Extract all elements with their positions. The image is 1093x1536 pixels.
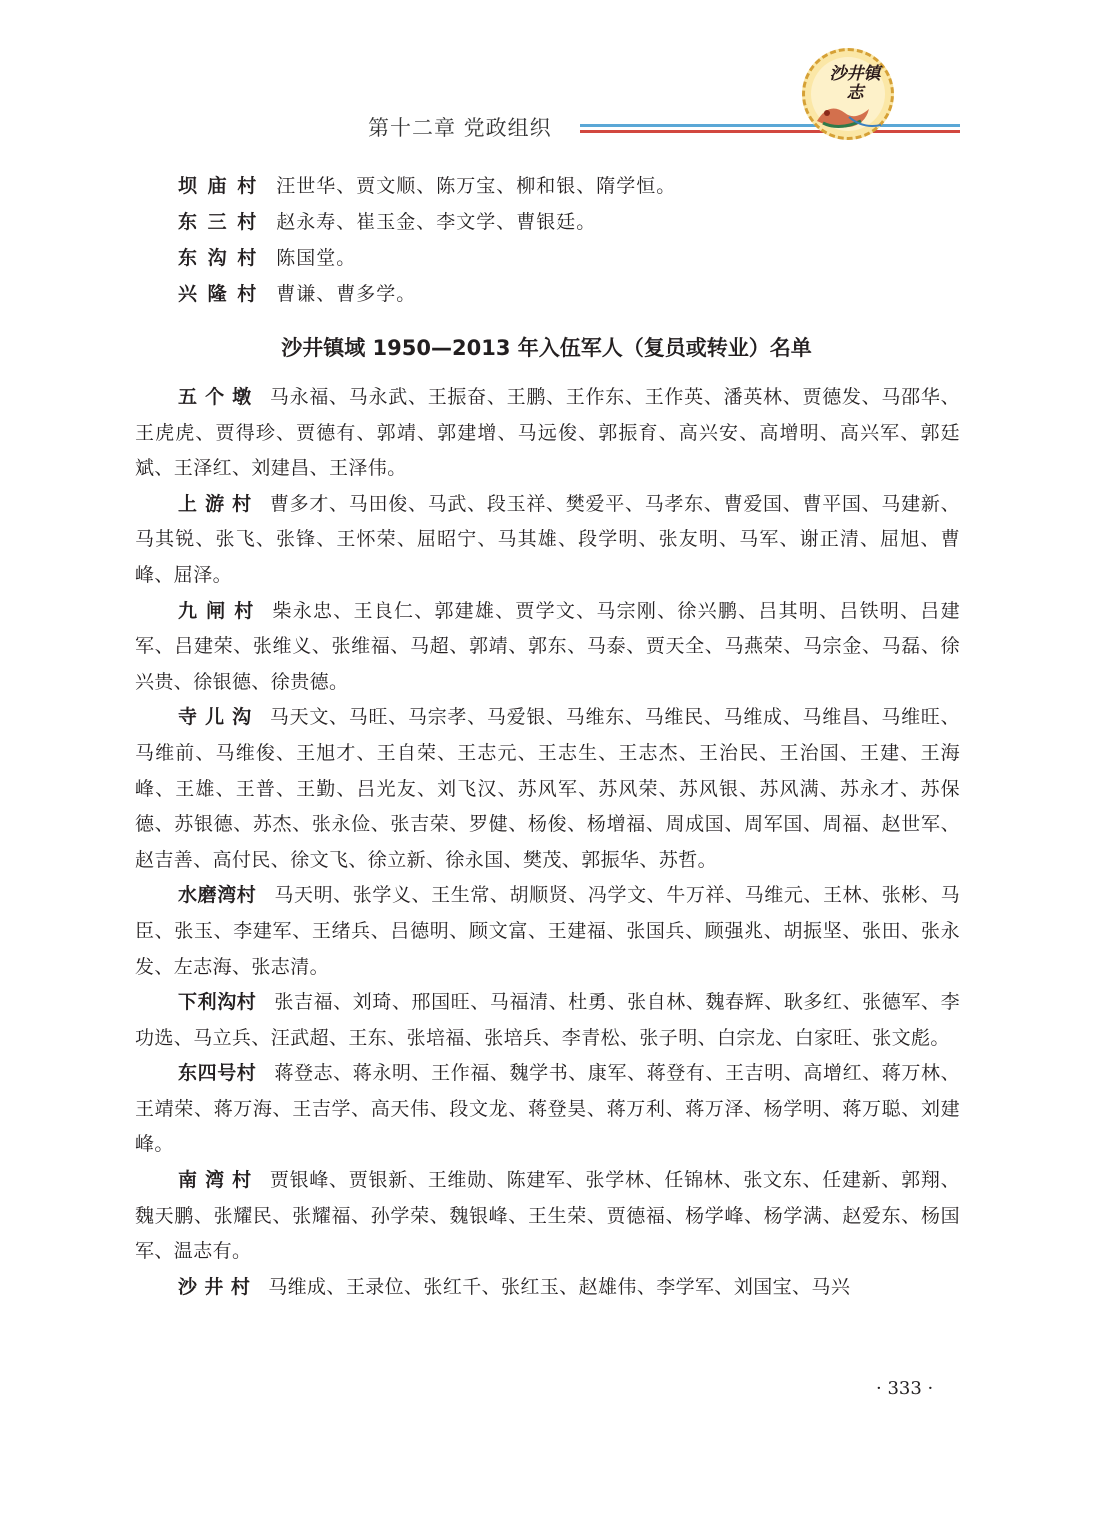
village-members: 马维成、王录位、张红千、张红玉、赵雄伟、李学军、刘国宝、马兴 [268,1275,851,1298]
village-name: 坝 庙 村 [178,175,259,197]
village-name: 五 个 墩 [178,386,252,408]
village-members: 曹谦、曹多学。 [276,283,417,305]
roster-entry [135,878,960,985]
village-line [178,210,596,234]
village-name: 东 三 村 [178,211,259,233]
roster-entry [135,985,960,1056]
roster-entry [135,1270,960,1306]
village-members: 贾银峰、贾银新、王维勋、陈建军、张学林、任锦林、张文东、任建新、郭翔、魏天鹏、张耀民、张耀福、孙学荣、魏银峰、王生荣、贾德福、杨学峰、杨学满、赵爱东、杨国军、温志有。 [135,1169,960,1263]
village-members: 张吉福、刘琦、邢国旺、马福清、杜勇、张自林、魏春辉、耿多红、张德军、李功选、马立兵、汪武超、王东、张培福、张培兵、李青松、张子明、白宗龙、白家旺、张文彪。 [135,991,960,1049]
village-name: 沙 井 村 [178,1275,251,1298]
village-name: 东四号村 [178,1062,257,1085]
village-name: 下利沟村 [178,991,257,1014]
header-rule-blue [580,124,960,127]
roster-entry [135,1056,960,1163]
village-name: 九 闸 村 [178,599,255,622]
roster-entry [135,380,960,487]
village-members: 汪世华、贾文顺、陈万宝、柳和银、隋学恒。 [276,175,677,197]
page-number: · 333 · [876,1378,934,1399]
header-rule-red [580,130,960,133]
book-seal-logo [802,48,894,140]
roster-entry [135,700,960,878]
chapter-title: 第十二章 党政组织 [368,116,552,140]
phoenix-icon [809,91,889,135]
section-title: 沙井镇域 1950—2013 年入伍军人（复员或转业）名单 [281,336,812,360]
roster-entry [135,594,960,701]
village-members: 马永福、马永武、王振奋、王鹏、王作东、王作英、潘英林、贾德发、马邵华、王虎虎、贾得珍、贾德有、郭靖、郭建增、马远俊、郭振育、高兴安、高增明、高兴军、郭廷斌、王泽红、刘建昌、王泽伟。 [135,386,960,480]
roster-entry [135,487,960,594]
village-name: 上 游 村 [178,492,252,515]
roster-entry [135,1163,960,1270]
village-members: 马天明、张学义、王生常、胡顺贤、冯学文、牛万祥、马维元、王林、张彬、马臣、张玉、李建军、王绪兵、吕德明、顾文富、王建福、张国兵、顾强兆、胡振坚、张田、张永发、左志海、张志清。 [135,884,960,978]
roster-list [135,380,960,1305]
village-members: 马天文、马旺、马宗孝、马爱银、马维东、马维民、马维成、马维昌、马维旺、马维前、马维俊、王旭才、王自荣、王志元、王志生、王志杰、王治民、王治国、王建、王海峰、王雄、王普、王勤、吕光友、刘飞汉、苏风军、苏风荣、苏风银、苏风满、苏永才、苏保德、苏银德、苏杰、张永俭、张吉荣、罗健、杨俊、杨增福、周成国、周军国、周福、赵世军、赵吉善、高付民、徐文飞、徐立新、徐永国、樊茂、郭振华、苏哲。 [135,706,960,871]
village-members: 赵永寿、崔玉金、李文学、曹银廷。 [276,211,597,233]
village-members: 曹多才、马田俊、马武、段玉祥、樊爱平、马孝东、曹爱国、曹平国、马建新、马其锐、张飞、张锋、王怀荣、屈昭宁、马其雄、段学明、张友明、马军、谢正清、屈旭、曹峰、屈泽。 [135,492,960,586]
village-line [178,174,676,198]
village-name: 寺 儿 沟 [178,706,252,729]
village-members: 柴永忠、王良仁、郭建雄、贾学文、马宗刚、徐兴鹏、吕其明、吕铁明、吕建军、吕建荣、张维义、张维福、马超、郭靖、郭东、马泰、贾天全、马燕荣、马宗金、马磊、徐兴贵、徐银德、徐贵德。 [135,599,960,693]
seal-text: 沙井镇志 [829,64,881,103]
village-name: 南 湾 村 [178,1169,252,1192]
village-line [178,246,356,270]
village-name: 兴 隆 村 [178,283,259,305]
village-name: 东 沟 村 [178,247,259,269]
village-line [178,282,416,306]
village-members: 陈国堂。 [276,247,357,269]
village-name: 水磨湾村 [178,884,257,907]
village-members: 蒋登志、蒋永明、王作福、魏学书、康军、蒋登有、王吉明、高增红、蒋万林、王靖荣、蒋万海、王吉学、高天伟、段文龙、蒋登昊、蒋万利、蒋万泽、杨学明、蒋万聪、刘建峰。 [135,1062,960,1156]
